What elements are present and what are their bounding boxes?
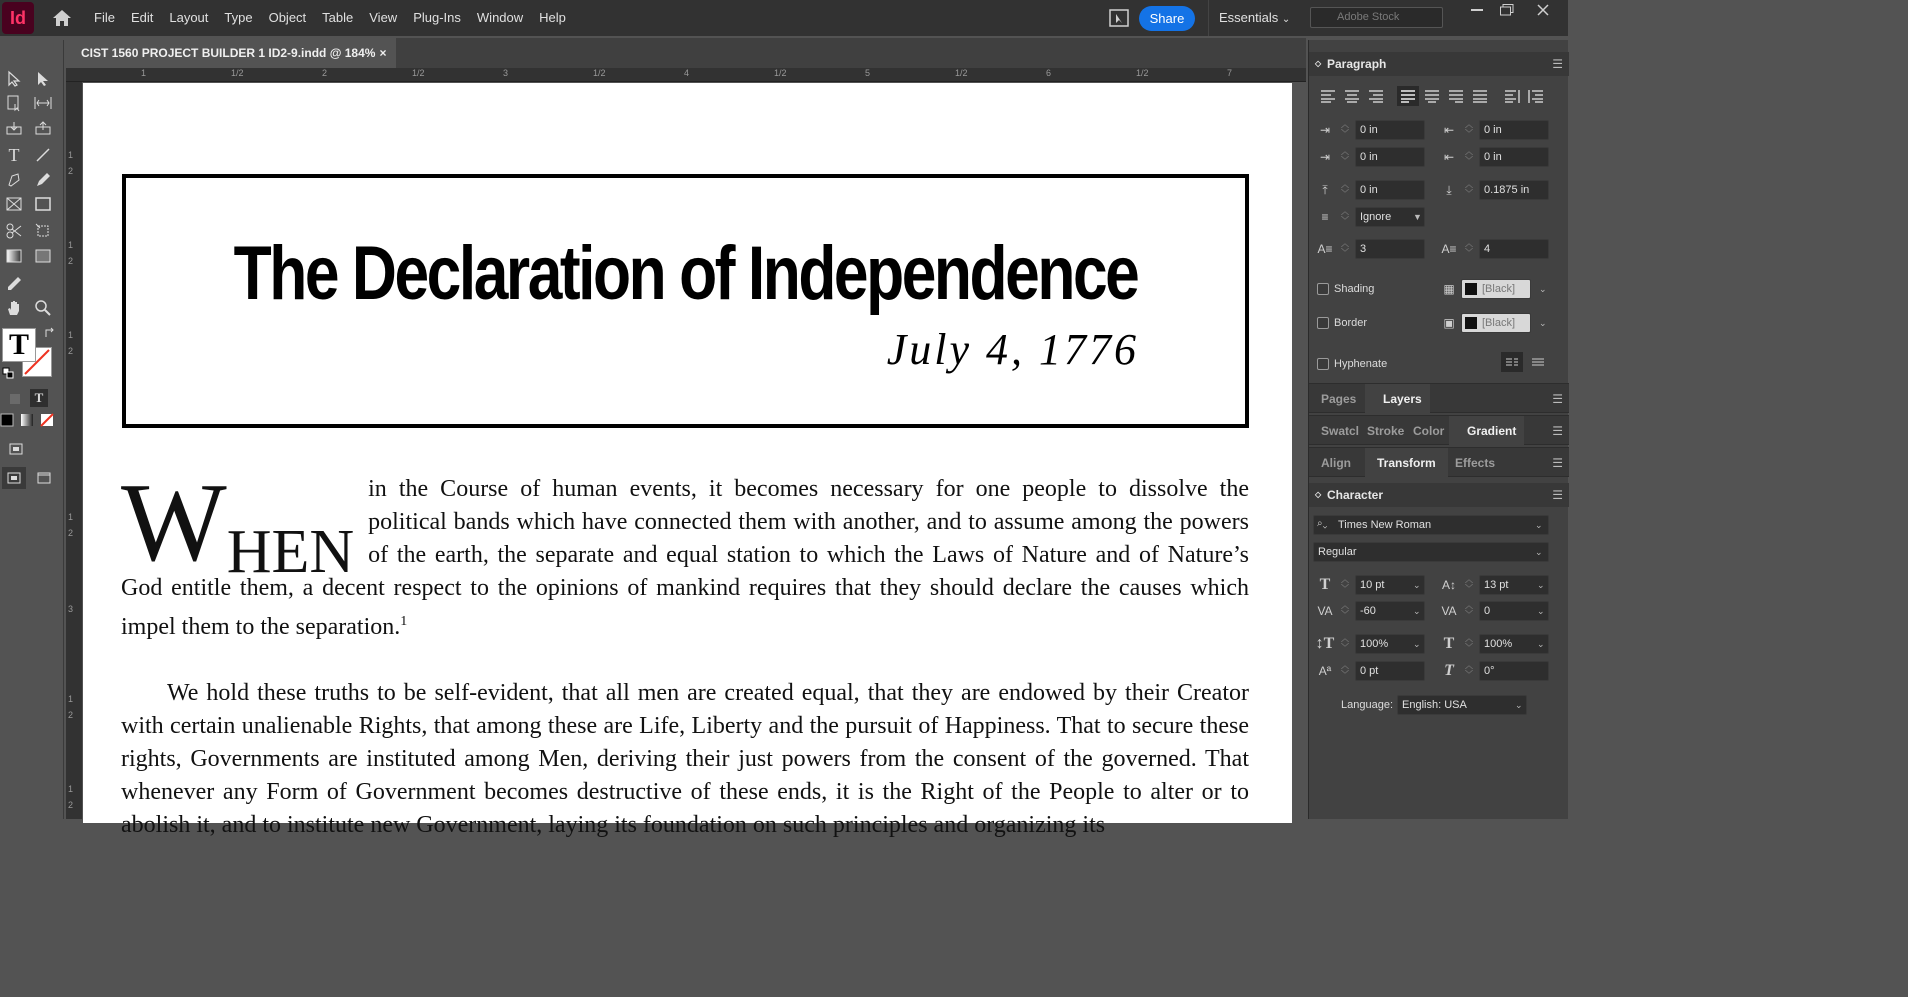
tab-gradient[interactable]: Gradient [1449, 416, 1524, 446]
content-placer-icon[interactable] [31, 117, 55, 139]
ruler-label: 1 [141, 68, 147, 78]
font-style-field[interactable]: Regular [1313, 542, 1549, 562]
stepper-icon[interactable]: ︿ ﹀ [1341, 120, 1349, 138]
drop-cap-rest: HEN [226, 518, 355, 586]
ruler-label: 5 [865, 68, 871, 78]
minimize-icon[interactable] [1460, 0, 1494, 20]
ruler-label: 2 [68, 800, 74, 810]
stepper-icon[interactable]: ︿ ﹀ [1341, 180, 1349, 198]
tracking-icon: VA [1441, 604, 1457, 618]
space-after-field[interactable]: 0.1875 in [1479, 180, 1549, 200]
vertical-scale-field[interactable]: 100% [1355, 634, 1425, 654]
baseline-shift-field[interactable]: 0 pt [1355, 661, 1425, 681]
stepper-icon[interactable]: ︿ ﹀ [1465, 601, 1473, 619]
apply-none-icon[interactable] [40, 413, 54, 427]
panel-menu-icon[interactable]: ☰ [1552, 424, 1563, 438]
title-text-frame[interactable] [122, 174, 1249, 428]
stepper-icon[interactable]: ︿ ﹀ [1341, 207, 1349, 225]
shading-checkbox[interactable] [1317, 283, 1329, 295]
stepper-icon[interactable]: ︿ ﹀ [1465, 661, 1473, 679]
align-away-from-spine-icon[interactable] [1525, 86, 1547, 106]
document-page[interactable] [83, 83, 1292, 838]
skew-field[interactable]: 0° [1479, 661, 1549, 681]
shading-color-swatch [1465, 283, 1477, 295]
right-indent-field[interactable]: 0 in [1479, 120, 1549, 140]
tab-swatches[interactable]: Swatcl [1321, 424, 1360, 438]
chevron-down-icon[interactable]: ⌄ [1413, 606, 1421, 616]
shading-settings-icon[interactable]: ▦ [1443, 282, 1455, 296]
chevron-down-icon: ⌄ [1281, 14, 1291, 25]
chevron-down-icon[interactable]: ⌄ [1539, 318, 1547, 328]
document-title[interactable]: The Declaration of Independence [233, 231, 1138, 316]
panel-menu-icon[interactable]: ☰ [1552, 488, 1563, 502]
ruler-label: 3 [68, 604, 74, 614]
ruler-label: 2 [68, 528, 74, 538]
drop-cap: W [121, 461, 227, 585]
page-tool-icon[interactable] [2, 92, 26, 114]
note-tool-icon[interactable] [2, 272, 26, 294]
share-button[interactable]: Share [1139, 6, 1195, 31]
search-icon: ⌕⌄ [1317, 518, 1328, 529]
ruler-label: 1 [68, 784, 74, 794]
chevron-down-icon[interactable]: ⌄ [1535, 547, 1543, 557]
menu-view[interactable]: View [369, 10, 398, 25]
paragraph-panel-title: Paragraph [1327, 57, 1387, 71]
ruler-label: 6 [1046, 68, 1052, 78]
tracking-field[interactable]: 0 [1479, 601, 1549, 621]
ruler-label: 2 [322, 68, 328, 78]
default-colors-icon[interactable] [0, 366, 16, 380]
stepper-icon[interactable]: ︿ ﹀ [1465, 575, 1473, 593]
footnote-reference[interactable]: 1 [400, 614, 408, 629]
ruler-label: 2 [68, 166, 74, 176]
menu-edit[interactable]: Edit [130, 10, 154, 25]
formatting-affects-text-icon[interactable]: T [2, 328, 36, 362]
gap-tool-icon[interactable] [31, 92, 55, 114]
free-transform-tool-icon[interactable] [31, 220, 55, 242]
stepper-icon[interactable]: ︿ ﹀ [1465, 147, 1473, 165]
stepper-icon[interactable]: ︿ ﹀ [1465, 120, 1473, 138]
paragraph-panel-header[interactable] [1309, 52, 1569, 76]
shading-label: Shading [1334, 283, 1375, 295]
document-tab-label: CIST 1560 PROJECT BUILDER 1 ID2-9.indd @ 184% [81, 46, 376, 60]
chevron-down-icon: ▼ [1413, 212, 1422, 222]
horizontal-ruler[interactable] [66, 68, 1306, 82]
tab-color[interactable]: Color [1413, 424, 1445, 438]
first-line-indent-field[interactable]: 0 in [1355, 147, 1425, 167]
menu-type[interactable]: Type [224, 10, 253, 25]
kerning-field[interactable]: -60 [1355, 601, 1425, 621]
border-color-field[interactable]: [Black] [1461, 313, 1531, 333]
left-indent-field[interactable]: 0 in [1355, 120, 1425, 140]
align-to-grid-dropdown[interactable]: Ignore [1355, 207, 1425, 227]
stepper-icon[interactable]: ︿ ﹀ [1341, 601, 1349, 619]
align-center-icon[interactable] [1341, 86, 1363, 106]
ruler-label: 1/2 [593, 68, 606, 78]
justify-left-icon[interactable] [1397, 86, 1419, 106]
left-indent-icon: ⇥ [1319, 123, 1331, 137]
language-dropdown[interactable]: English: USA [1397, 695, 1527, 715]
body-paragraph-1[interactable] [121, 461, 1249, 644]
justify-all-icon[interactable] [1469, 86, 1491, 106]
last-line-indent-icon: ⇤ [1443, 150, 1455, 164]
publish-online-icon[interactable] [1109, 9, 1129, 27]
stepper-icon[interactable]: ︿ ﹀ [1341, 661, 1349, 679]
indesign-logo: Id [2, 2, 34, 34]
menu-bar [0, 0, 1568, 36]
rectangle-frame-tool-icon[interactable] [2, 193, 26, 215]
tab-layers[interactable]: Layers [1365, 384, 1430, 414]
ruler-label: 1/2 [1136, 68, 1149, 78]
menu-object[interactable]: Object [268, 10, 307, 25]
align-left-icon[interactable] [1317, 86, 1339, 106]
ruler-label: 1 [68, 694, 74, 704]
panel-menu-icon[interactable]: ☰ [1552, 392, 1563, 406]
panel-menu-icon[interactable]: ☰ [1552, 456, 1563, 470]
swatches-tabs [1309, 415, 1569, 445]
selection-tool-icon[interactable] [2, 68, 26, 90]
language-label: Language: [1341, 699, 1393, 711]
stepper-icon[interactable]: ︿ ﹀ [1465, 239, 1473, 257]
leading-field[interactable]: 13 pt [1479, 575, 1549, 595]
stepper-icon[interactable]: ︿ ﹀ [1465, 634, 1473, 652]
stepper-icon[interactable]: ︿ ﹀ [1341, 575, 1349, 593]
line-tool-icon[interactable] [31, 144, 55, 166]
document-canvas[interactable] [82, 82, 1306, 838]
font-family-field[interactable]: Times New Roman [1313, 515, 1549, 535]
hyphenate-checkbox[interactable] [1317, 358, 1329, 370]
chevron-down-icon[interactable]: ⌄ [1535, 520, 1543, 530]
align-right-icon[interactable] [1365, 86, 1387, 106]
ruler-label: 2 [68, 710, 74, 720]
align-tabs [1309, 447, 1569, 477]
character-panel-title: Character [1327, 488, 1384, 502]
menu-plug-ins[interactable]: Plug-Ins [413, 10, 461, 25]
tab-stroke[interactable]: Stroke [1367, 424, 1405, 438]
pen-tool-icon[interactable] [2, 169, 26, 191]
ruler-label: 2 [68, 346, 74, 356]
chevron-down-icon[interactable]: ⌄ [1515, 700, 1523, 710]
menu-layout[interactable]: Layout [169, 10, 209, 25]
gradient-swatch-tool-icon[interactable] [2, 245, 26, 267]
baseline-shift-icon: Aª [1318, 664, 1332, 678]
justify-right-icon[interactable] [1445, 86, 1467, 106]
pages-layers-tabs [1309, 383, 1569, 413]
hyphenate-label: Hyphenate [1334, 358, 1388, 370]
drop-cap-lines-field[interactable]: 3 [1355, 239, 1425, 259]
border-label: Border [1334, 317, 1368, 329]
collapse-icon[interactable]: ◇ [1315, 490, 1322, 499]
menu-table[interactable]: Table [322, 10, 354, 25]
chevron-down-icon[interactable]: ⌄ [1537, 580, 1545, 590]
justify-center-icon[interactable] [1421, 86, 1443, 106]
ruler-label: 1/2 [412, 68, 425, 78]
close-icon[interactable]: × [379, 46, 387, 60]
character-panel-header[interactable] [1309, 483, 1569, 507]
stepper-icon[interactable]: ︿ ﹀ [1465, 180, 1473, 198]
first-line-indent-icon: ⇥ [1319, 150, 1331, 164]
workspace-switcher[interactable] [1208, 0, 1300, 36]
skew-icon: T [1444, 662, 1454, 679]
ruler-label: 1 [68, 150, 74, 160]
vertical-ruler[interactable] [66, 82, 82, 819]
align-to-grid-icon: ≡ [1321, 210, 1329, 224]
stepper-icon[interactable]: ︿ ﹀ [1341, 634, 1349, 652]
ruler-label: 1/2 [955, 68, 968, 78]
space-before-field[interactable]: 0 in [1355, 180, 1425, 200]
rectangle-tool-icon[interactable] [31, 193, 55, 215]
font-size-field[interactable]: 10 pt [1355, 575, 1425, 595]
stepper-icon[interactable]: ︿ ﹀ [1341, 239, 1349, 257]
chevron-down-icon[interactable]: ⌄ [1413, 580, 1421, 590]
single-line-composer-icon[interactable] [1527, 352, 1549, 372]
drop-cap-chars-icon: A≡ [1441, 242, 1457, 256]
direct-selection-tool-icon[interactable] [31, 68, 55, 90]
restore-icon[interactable] [1490, 0, 1524, 20]
border-color-swatch [1465, 317, 1477, 329]
adobe-stock-search-input[interactable]: Adobe Stock [1310, 7, 1443, 28]
tools-panel [0, 40, 64, 819]
chevron-down-icon[interactable]: ⌄ [1539, 284, 1547, 294]
content-collector-icon[interactable] [2, 117, 26, 139]
drop-cap-lines-icon: A≡ [1317, 242, 1333, 256]
gradient-feather-tool-icon[interactable] [31, 245, 55, 267]
horizontal-scale-field[interactable]: 100% [1479, 634, 1549, 654]
type-tool-icon[interactable]: T [8, 144, 20, 165]
document-tab-strip [66, 38, 1306, 68]
formatting-text-icon[interactable]: T [30, 389, 48, 407]
scissors-tool-icon[interactable] [2, 220, 26, 242]
home-icon[interactable] [44, 0, 80, 36]
chevron-down-icon[interactable]: ⌄ [1413, 639, 1421, 649]
ruler-label: 3 [503, 68, 509, 78]
document-tab[interactable] [66, 38, 396, 68]
menu-file[interactable]: File [94, 10, 115, 25]
preview-mode-icon[interactable] [2, 467, 26, 489]
stepper-icon[interactable]: ︿ ﹀ [1341, 147, 1349, 165]
ruler-label: 7 [1227, 68, 1233, 78]
pencil-tool-icon[interactable] [31, 169, 55, 191]
leading-icon: A↕ [1441, 578, 1456, 592]
zoom-tool-icon[interactable] [31, 297, 55, 319]
workspace-label: Essentials [1219, 10, 1279, 25]
shading-color-field[interactable]: [Black] [1461, 279, 1531, 299]
body-paragraph-2[interactable]: We hold these truths to be self-evident, that all men are created equal, that they are endowed by their Creator with certain unalienable Rights, that among these are Life, Liberty and the pursuit of Happiness. That to secure these rights, Governments are instituted among Men, deriving their just powers from the consent of the governed. That whenever any Form of Government becomes destructive of these ends, it is the Right of the People to alter or to abolish it, and to institute new Government, laying its foundation on such principles and organizing its [121, 680, 1249, 838]
collapse-icon[interactable]: ◇ [1315, 59, 1322, 68]
paragraph-1-text: in the Course of human events, it becomes necessary for one people to dissolve the political bands which have connected them with another, and to assume among the powers of the earth, the separate and equal station to which the Laws of Nature and of Nature’s God entitle them, a decent respect to the opinions of mankind requires that they should declare the causes which impel them to the separation. [121, 476, 1249, 640]
formatting-container-icon[interactable] [6, 390, 24, 408]
tab-align[interactable]: Align [1321, 456, 1351, 470]
document-date[interactable]: July 4, 1776 [886, 325, 1139, 374]
menu-help[interactable]: Help [539, 10, 566, 25]
ruler-label: 2 [68, 256, 74, 266]
ruler-label: 1 [68, 240, 74, 250]
font-size-icon: T [1319, 576, 1331, 593]
tab-effects[interactable]: Effects [1455, 456, 1496, 470]
panel-menu-icon[interactable]: ☰ [1552, 57, 1563, 71]
swap-colors-icon[interactable] [42, 326, 58, 340]
menu-window[interactable]: Window [476, 10, 524, 25]
apply-color-icon[interactable] [0, 413, 14, 427]
body-text-frame[interactable] [121, 461, 1249, 842]
space-after-icon: ⤓ [1446, 182, 1452, 197]
align-toward-spine-icon[interactable] [1501, 86, 1523, 106]
screen-mode-icon[interactable] [32, 467, 56, 489]
ruler-label: 4 [684, 68, 690, 78]
chevron-down-icon[interactable]: ⌄ [1537, 606, 1545, 616]
ruler-label: 1 [68, 330, 74, 340]
apply-gradient-icon[interactable] [20, 413, 34, 427]
paragraph-composer-icon[interactable] [1501, 352, 1523, 372]
panels-dock [1308, 40, 1568, 819]
vertical-scale-icon: ↕T [1315, 635, 1335, 652]
tab-pages[interactable]: Pages [1321, 392, 1357, 406]
border-checkbox[interactable] [1317, 317, 1329, 329]
tab-transform[interactable]: Transform [1365, 448, 1448, 478]
kerning-icon: VA [1317, 604, 1333, 618]
close-window-icon[interactable] [1526, 0, 1560, 20]
horizontal-scale-icon: T [1443, 635, 1455, 652]
last-line-indent-field[interactable]: 0 in [1479, 147, 1549, 167]
normal-view-mode-icon[interactable] [4, 438, 28, 460]
hand-tool-icon[interactable] [2, 297, 26, 319]
ruler-label: 1/2 [231, 68, 244, 78]
border-settings-icon[interactable]: ▣ [1443, 316, 1455, 330]
chevron-down-icon[interactable]: ⌄ [1537, 639, 1545, 649]
ruler-label: 1/2 [774, 68, 787, 78]
drop-cap-chars-field[interactable]: 4 [1479, 239, 1549, 259]
right-indent-icon: ⇤ [1443, 123, 1455, 137]
drop-cap-group [121, 461, 355, 586]
space-before-icon: ⤒ [1322, 182, 1328, 197]
ruler-label: 1 [68, 512, 74, 522]
